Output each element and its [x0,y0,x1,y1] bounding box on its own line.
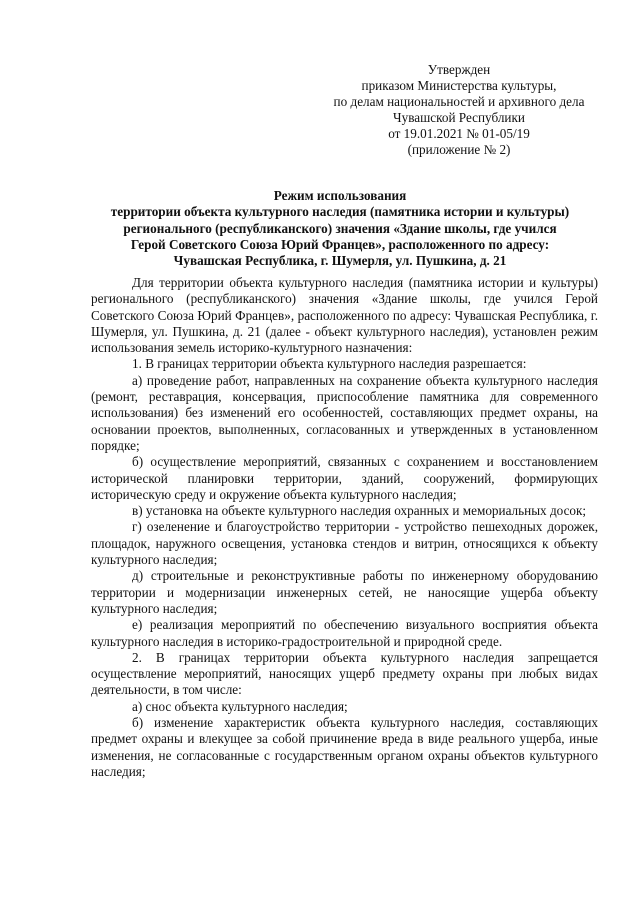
section-1-item-b: б) осуществление мероприятий, связанных с сохранением и восстановлением исторической планировки территории, зданий, сооружений, формирующих историческую среду и окружение объекта культурного наследия; [91,454,598,502]
section-1-heading: 1. В границах территории объекта культурного наследия разрешается: [132,356,527,372]
document-title [70,188,610,269]
approval-line: Чувашской Республики [393,110,525,126]
section-1-item-d: д) строительные и реконструктивные работы по инженерному оборудованию территории и модернизации инженерных сетей, не наносящие ущерба объекту культурного наследия; [91,568,598,616]
intro-paragraph: Для территории объекта культурного наследия (памятника истории и культуры) регионального (республиканского) значения «Здание школы, где учился Герой Советского Союза Юрий Францев», расположенного по адресу: Чувашская Республика, г. Шумерля, ул. Пушкина, д. 21 (далее - объект культурного наследия), установлен режим использования земель историко-культурного назначения: [91,275,598,356]
title-line: Чувашская Республика, г. Шумерля, ул. Пушкина, д. 21 [173,253,507,269]
section-1-item-v: в) установка на объекте культурного наследия охранных и мемориальных досок; [132,503,587,519]
document-body [91,275,598,780]
section-1-item-g: г) озеленение и благоустройство территории - устройство пешеходных дорожек, площадок, наружного освещения, установка стендов и витрин, относящихся к объекту культурного наследия; [91,519,598,568]
title-line: регионального (республиканского) значения «Здание школы, где учился [123,220,557,236]
approval-line: от 19.01.2021 № 01-05/19 [388,126,530,142]
section-2-item-a: а) снос объекта культурного наследия; [132,698,348,714]
section-2-item-b: б) изменение характеристик объекта культурного наследия, составляющих предмет охраны и влекущее за собой причинение вреда в виде реального ущерба, иные изменения, не согласованные с государственным органом охраны объектов культурного наследия; [91,715,598,779]
approval-line: (приложение № 2) [407,142,511,158]
approval-block [300,62,618,159]
title-line: территории объекта культурного наследия (памятника истории и культуры) [110,204,570,220]
section-1-item-a: а) проведение работ, направленных на сохранение объекта культурного наследия (ремонт, реставрация, консервация, приспособление памятника для современного использования) без изменений его особенностей, составляющих предмет охраны, на основании проектов, выполненных, согласованных и утвержденных в установленном порядке; [91,372,598,453]
approval-line: Утвержден [427,62,491,77]
title-line: Герой Советского Союза Юрий Францев», расположенного по адресу: [130,236,550,252]
title-line: Режим использования [273,188,407,203]
approval-line: по делам национальностей и архивного дела [333,94,585,110]
section-2-heading: 2. В границах территории объекта культурного наследия запрещается осуществление мероприятий, наносящих ущерб предмету охраны при любых видах деятельности, в том числе: [91,649,598,698]
approval-line: приказом Министерства культуры, [361,78,557,94]
section-1-item-e: е) реализация мероприятий по обеспечению визуального восприятия объекта культурного наследия в историко-градостроительной и природной среде. [91,617,598,649]
